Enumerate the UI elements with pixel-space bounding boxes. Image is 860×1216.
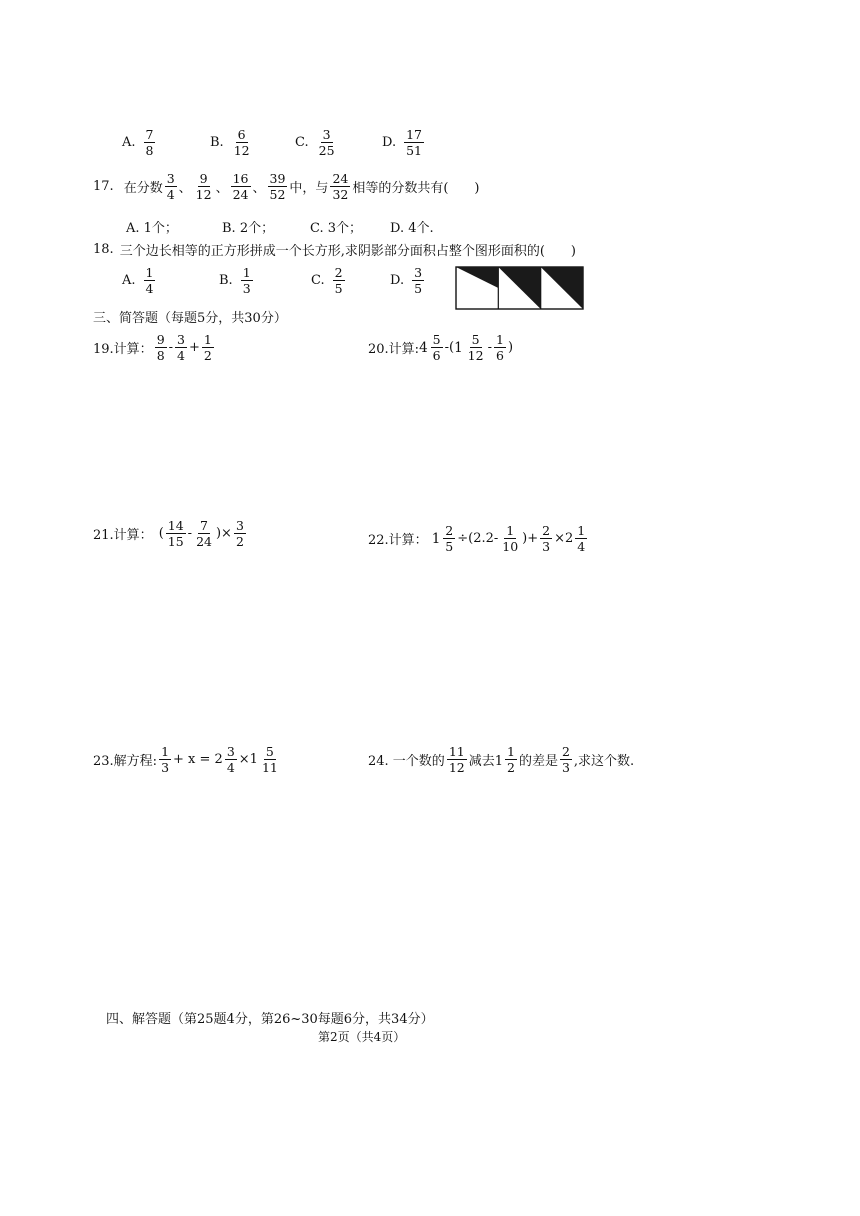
fraction: $\frac{6}{12}$	[233, 127, 250, 159]
operator: -	[487, 340, 492, 356]
q16-option-c	[295, 128, 382, 157]
fraction: $\frac{5}{6}$	[432, 332, 441, 364]
question-label: 22.计算：	[368, 533, 428, 549]
option-label: D.	[390, 273, 405, 289]
fraction: $\frac{1}{2}$	[507, 744, 515, 776]
separator: 、	[252, 181, 266, 197]
fraction: $\frac{24}{32}$	[332, 171, 349, 203]
fraction: $\frac{39}{52}$	[269, 171, 286, 203]
fraction: $\frac{11}{12}$	[448, 744, 465, 776]
fraction: $\frac{16}{24}$	[232, 171, 249, 203]
fraction: $\frac{1}{4}$	[145, 265, 154, 297]
fraction: $\frac{1}{3}$	[161, 744, 170, 776]
q18-option-c	[311, 266, 390, 295]
q18-text: 三个边长相等的正方形拼成一个长方形,求阴影部分面积占整个图形面积的( )	[119, 244, 576, 259]
question-label: 20.计算:	[368, 342, 420, 358]
operator: -	[168, 340, 174, 356]
option-label: B.	[210, 135, 224, 151]
q18-figure	[455, 266, 585, 312]
q19	[93, 333, 216, 362]
fraction: $\frac{2}{5}$	[445, 523, 454, 555]
q17-stem	[93, 172, 480, 201]
shaded-triangle	[456, 267, 498, 288]
fraction: $\frac{1}{2}$	[203, 332, 212, 364]
operator: ×1	[238, 752, 258, 768]
operator: )+	[522, 531, 539, 547]
q16-options	[122, 128, 426, 157]
question-number: 17.	[93, 179, 114, 195]
q16-option-d	[382, 128, 426, 157]
q17-option-b: B. 2个；	[222, 221, 275, 236]
question-label: 19.计算：	[93, 342, 153, 358]
fraction: $\frac{1}{4}$	[577, 523, 586, 555]
operator: -(	[444, 340, 455, 356]
q18-option-b	[219, 266, 311, 295]
operator: (	[158, 526, 164, 542]
q17-suffix: 相等的分数共有( )	[352, 181, 480, 197]
whole-number: 4	[419, 339, 428, 356]
fraction: $\frac{2}{3}$	[542, 523, 551, 555]
section-3-heading: 三、简答题（每题5分，共30分）	[93, 311, 287, 326]
operator: -	[187, 526, 193, 542]
option-label: B.	[219, 273, 233, 289]
operator: ÷(2.2-	[457, 531, 499, 547]
whole-number: 1	[431, 530, 441, 547]
option-label: A.	[122, 135, 136, 151]
fraction: $\frac{14}{15}$	[167, 518, 184, 550]
q23	[93, 745, 282, 774]
question-number: 18.	[93, 242, 114, 257]
q17-options	[126, 217, 434, 236]
whole-number: 1	[454, 339, 463, 356]
section-4-heading: 四、解答题（第25题4分，第26~30每题6分，共34分）	[106, 1012, 434, 1027]
option-label: A.	[122, 273, 136, 289]
fraction: $\frac{5}{12}$	[467, 332, 484, 364]
q16-option-b	[210, 128, 295, 157]
fraction: $\frac{3}{5}$	[414, 265, 423, 297]
option-label: D.	[382, 135, 397, 151]
q18-stem	[93, 240, 576, 259]
operator: +	[189, 340, 200, 356]
q20	[368, 333, 513, 362]
fraction: $\frac{9}{12}$	[195, 171, 212, 203]
q17-option-c: C. 3个；	[310, 221, 363, 236]
option-label: C.	[311, 273, 325, 289]
q18-option-a	[122, 266, 219, 295]
q24-text: 减去1	[468, 754, 503, 770]
q24-text: 的差是	[518, 754, 558, 770]
fraction: $\frac{7}{24}$	[196, 518, 212, 550]
fraction: $\frac{9}{8}$	[156, 332, 165, 364]
fraction: $\frac{2}{5}$	[334, 265, 343, 297]
option-label: C.	[295, 135, 309, 151]
fraction: $\frac{5}{11}$	[261, 744, 278, 776]
q17-option-d: D. 4个.	[390, 221, 434, 236]
page-number: 第2页（共4页）	[318, 1030, 406, 1044]
fraction: $\frac{3}{4}$	[226, 744, 235, 776]
operator: ×2	[554, 531, 574, 547]
q17-middle: 中，与	[289, 181, 329, 197]
fraction: $\frac{1}{3}$	[242, 265, 251, 297]
fraction: $\frac{2}{3}$	[561, 744, 570, 776]
q22	[368, 524, 589, 553]
fraction: $\frac{3}{25}$	[318, 127, 335, 159]
q17-prefix: 在分数	[123, 181, 163, 197]
question-label: 23.解方程:	[93, 754, 158, 770]
fraction: $\frac{17}{51}$	[406, 127, 422, 159]
fraction: $\frac{7}{8}$	[145, 127, 154, 159]
q21	[93, 519, 248, 548]
separator: 、	[178, 181, 192, 197]
fraction: $\frac{1}{10}$	[502, 523, 519, 555]
q24	[368, 745, 634, 774]
operator: )×	[215, 526, 232, 542]
fraction: $\frac{3}{4}$	[177, 332, 185, 364]
question-label: 21.计算：	[93, 528, 153, 544]
q24-text: ,求这个数.	[573, 754, 635, 770]
separator: 、	[215, 181, 229, 197]
fraction: $\frac{3}{2}$	[235, 518, 244, 550]
question-label: 24. 一个数的	[368, 754, 445, 770]
q16-option-a	[122, 128, 210, 157]
operator: + x = 2	[173, 752, 223, 768]
q17-option-a: A. 1个；	[126, 221, 178, 236]
q18-option-d	[390, 266, 426, 295]
operator: )	[507, 340, 514, 356]
shaded-triangle	[498, 267, 540, 309]
fraction: $\frac{1}{6}$	[495, 332, 504, 364]
shaded-triangle	[541, 267, 583, 309]
q18-options	[122, 266, 426, 295]
fraction: $\frac{3}{4}$	[166, 171, 175, 203]
